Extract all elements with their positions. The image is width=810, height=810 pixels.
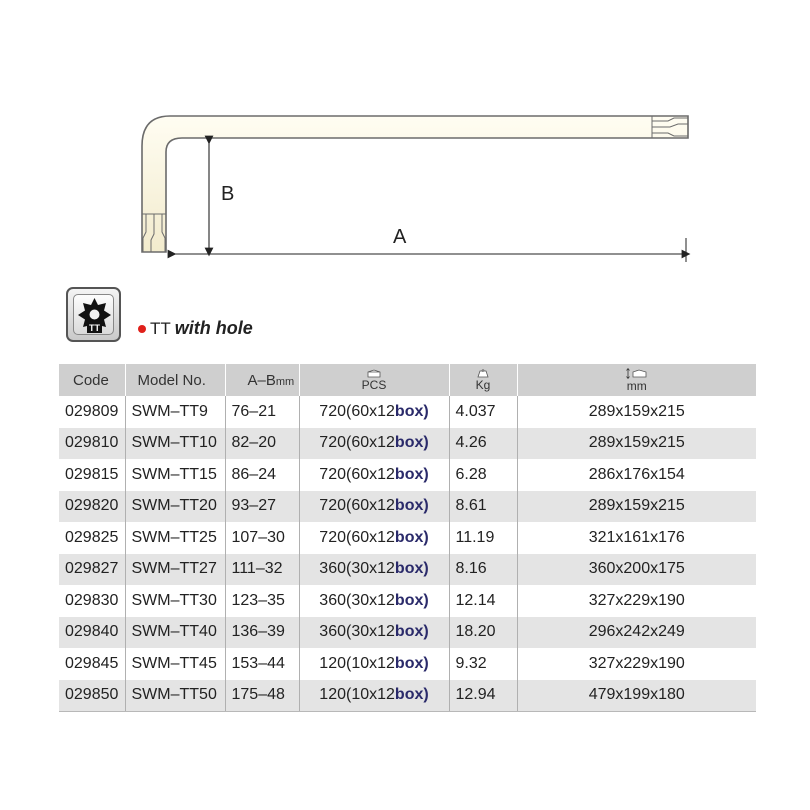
pcs-box-word: box) xyxy=(394,560,429,578)
cell-model: SWM–TT27 xyxy=(125,554,225,586)
pcs-qty: 120(10x12 xyxy=(319,686,395,704)
pcs-qty: 720(60x12 xyxy=(319,434,395,452)
cell-ab: 93–27 xyxy=(225,491,299,523)
cell-model: SWM–TT50 xyxy=(125,680,225,712)
cell-pcs xyxy=(299,491,449,523)
cell-size: 479x199x180 xyxy=(517,680,756,712)
pcs-qty: 720(60x12 xyxy=(319,465,395,483)
cell-ab: 123–35 xyxy=(225,585,299,617)
hex-key-diagram xyxy=(0,0,810,280)
cell-model: SWM–TT20 xyxy=(125,491,225,523)
cell-kg: 12.94 xyxy=(449,680,517,712)
cell-ab: 153–44 xyxy=(225,648,299,680)
cell-code: 029820 xyxy=(59,491,125,523)
pcs-box-word: box) xyxy=(394,528,429,546)
cell-size: 327x229x190 xyxy=(588,654,685,672)
pcs-qty: 720(60x12 xyxy=(319,402,395,420)
cell-pcs xyxy=(299,459,449,491)
header-ab-unit: mm xyxy=(275,375,295,388)
cell-size: 289x159x215 xyxy=(517,428,756,460)
cell-ab: 76–21 xyxy=(225,396,299,428)
pcs-qty: 120(10x12 xyxy=(319,654,395,672)
cell-code: 029840 xyxy=(59,617,125,649)
cell-pcs xyxy=(299,428,449,460)
pcs-box-word: box) xyxy=(394,623,429,641)
pcs-qty: 360(30x12 xyxy=(319,591,395,609)
cell-kg: 8.16 xyxy=(449,554,517,586)
pcs-qty: 360(30x12 xyxy=(319,623,395,641)
header-pcs-text: PCS xyxy=(361,378,387,392)
cell-size: 321x161x176 xyxy=(588,528,685,546)
pcs-box-word: box) xyxy=(394,465,429,483)
pcs-box-word: box) xyxy=(394,654,429,672)
table-row xyxy=(59,428,756,460)
header-code: Code xyxy=(59,364,125,396)
cell-code: 029809 xyxy=(59,396,125,428)
cell-model: SWM–TT30 xyxy=(125,585,225,617)
table-row xyxy=(59,680,756,712)
pcs-box-word: box) xyxy=(394,434,429,452)
svg-text:TT: TT xyxy=(89,323,100,333)
header-model: Model No. xyxy=(125,364,225,396)
bullet-dot xyxy=(138,325,146,333)
cell-code: 029827 xyxy=(59,554,125,586)
cell-ab: 111–32 xyxy=(225,554,299,586)
cell-pcs xyxy=(299,554,449,586)
dim-a-label: A xyxy=(393,226,407,248)
cell-ab: 82–20 xyxy=(225,428,299,460)
cell-kg: 18.20 xyxy=(449,617,517,649)
table-row xyxy=(59,585,756,617)
cell-model: SWM–TT15 xyxy=(125,459,225,491)
type-desc: with hole xyxy=(174,318,253,338)
pcs-box-word: box) xyxy=(394,497,429,515)
cell-size: 327x229x190 xyxy=(588,591,685,609)
cell-ab: 136–39 xyxy=(225,617,299,649)
cell-kg: 8.61 xyxy=(449,491,517,523)
cell-size: 296x242x249 xyxy=(517,617,756,649)
cell-kg: 4.037 xyxy=(449,396,517,428)
table-row xyxy=(59,648,756,680)
cell-kg: 6.28 xyxy=(449,459,517,491)
cell-code: 029850 xyxy=(59,680,125,712)
box-icon xyxy=(367,369,381,378)
cell-code: 029810 xyxy=(59,428,125,460)
bit-type-row xyxy=(66,287,466,347)
cell-pcs xyxy=(299,522,449,554)
bit-type-label xyxy=(150,318,253,339)
cell-size: 286x176x154 xyxy=(588,465,685,483)
cell-ab: 86–24 xyxy=(225,459,299,491)
pcs-qty: 360(30x12 xyxy=(319,560,395,578)
table-row xyxy=(59,554,756,586)
table-row xyxy=(59,491,756,523)
pcs-box-word: box) xyxy=(394,686,429,704)
pcs-box-word: box) xyxy=(394,402,429,420)
carton-size-icon xyxy=(626,368,648,379)
header-kg-text: Kg xyxy=(475,378,491,392)
header-mm xyxy=(517,364,756,396)
cell-kg: 11.19 xyxy=(449,522,517,554)
cell-code: 029815 xyxy=(59,459,125,491)
cell-code: 029845 xyxy=(59,648,125,680)
dim-b-label: B xyxy=(221,183,235,205)
cell-code: 029830 xyxy=(59,585,125,617)
cell-model: SWM–TT25 xyxy=(125,522,225,554)
pcs-qty: 720(60x12 xyxy=(319,528,395,546)
spec-table xyxy=(59,364,756,712)
type-prefix: TT xyxy=(150,319,171,338)
cell-code: 029825 xyxy=(59,522,125,554)
cell-pcs xyxy=(299,648,449,680)
cell-model: SWM–TT9 xyxy=(125,396,225,428)
cell-pcs xyxy=(299,396,449,428)
table-row xyxy=(59,617,756,649)
table-row xyxy=(59,396,756,428)
weight-icon xyxy=(477,369,489,378)
cell-pcs xyxy=(299,680,449,712)
cell-model: SWM–TT45 xyxy=(125,648,225,680)
table-header-row xyxy=(59,364,756,396)
cell-size: 360x200x175 xyxy=(517,554,756,586)
cell-kg: 9.32 xyxy=(449,648,517,680)
torx-tamper-icon xyxy=(66,287,121,342)
cell-ab: 107–30 xyxy=(225,522,299,554)
header-pcs xyxy=(299,364,449,396)
cell-model: SWM–TT40 xyxy=(125,617,225,649)
cell-kg: 4.26 xyxy=(449,428,517,460)
table-row xyxy=(59,522,756,554)
cell-size: 289x159x215 xyxy=(588,402,685,420)
cell-kg: 12.14 xyxy=(449,585,517,617)
header-ab xyxy=(225,364,299,396)
header-mm-text: mm xyxy=(626,379,647,393)
header-ab-text: A–B xyxy=(247,371,276,389)
cell-pcs xyxy=(299,585,449,617)
cell-ab: 175–48 xyxy=(225,680,299,712)
cell-size: 289x159x215 xyxy=(517,491,756,523)
header-kg xyxy=(449,364,517,396)
cell-pcs xyxy=(299,617,449,649)
cell-model: SWM–TT10 xyxy=(125,428,225,460)
pcs-box-word: box) xyxy=(394,591,429,609)
pcs-qty: 720(60x12 xyxy=(319,497,395,515)
table-row xyxy=(59,459,756,491)
